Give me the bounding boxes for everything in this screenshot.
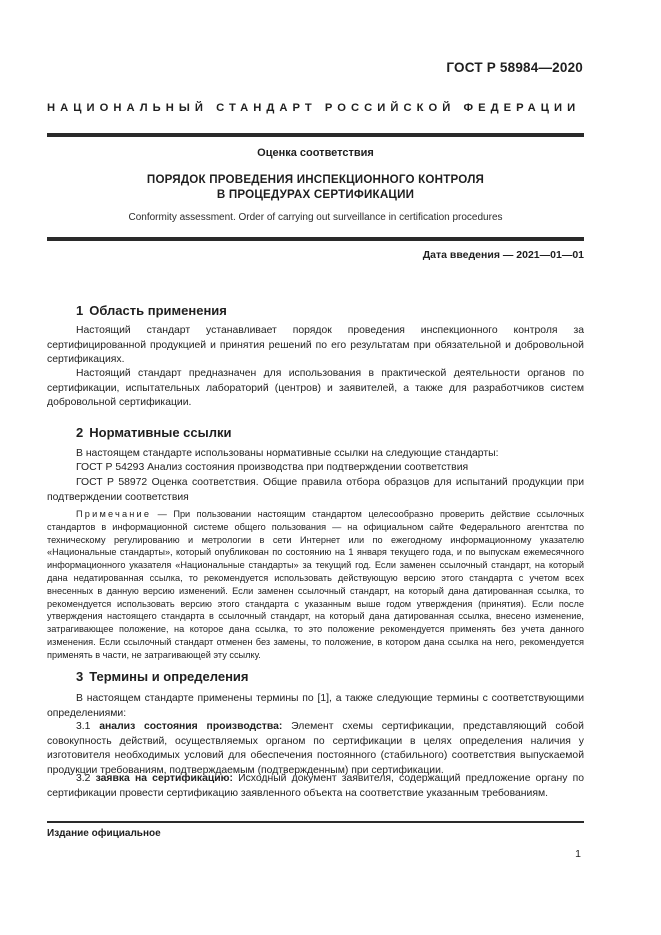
note-text: — При пользовании настоящим стандартом целесообразно проверить действие ссылочных стандартов в информационной системе общего пользования — на официальном сайте Федерального агентства по техническому регулированию и метрологии в сети Интернет или по ежегодному информационному указателю «Национальные стандарты», который опубликован по состоянию на 1 января текущего года, и по выпускам ежемесячного информационного указателя «Национальные стандарты» за текущий год. Если заменен ссылочный стандарт, на который дана недатированная ссылка, то рекомендуется использовать действующую версию этого стандарта с учетом всех внесенных в данную версию изменений. Если заменен ссылочный стандарт, на который дана датированная ссылка, то рекомендуется использовать версию этого стандарта с указанным выше годом утверждения (принятия). Если после утверждения настоящего стандарта в ссылочный стандарт, на который дана датированная ссылка, внесено изменение, затрагивающее положение, на которое дана ссылка, то это положение рекомендуется применять без учета данного изменения. Если ссылочный стандарт отменен без замены, то положение, в котором дана ссылка на него, рекомендуется применять в части, не затрагивающей эту ссылку. — [47, 509, 584, 660]
note-label: Примечание — [76, 509, 152, 519]
section-number: 3 — [76, 669, 84, 684]
section-title: Нормативные ссылки — [89, 425, 232, 440]
document-subtitle: Оценка соответствия — [257, 147, 374, 159]
introduction-date: Дата введения — 2021—01—01 — [422, 249, 584, 261]
section-title: Термины и определения — [89, 669, 249, 684]
section-1-heading — [76, 303, 227, 318]
section-3-paragraph-1: В настоящем стандарте применены термины по [1], а также следующие термины с соответствующими определениями: — [47, 693, 584, 719]
term-3-2 — [47, 772, 584, 801]
footer-divider — [47, 821, 584, 823]
term-definition: Элемент схемы сертификации, представляющий собой совокупность действий, осуществляемых органом по сертификации в целях определения наличия у изготовителя необходимых условий для обеспечения постоянного (стабильного) соответствия выпускаемой продукции требованиям, подтверждаемым (подтвержденным) при сертификации. — [47, 721, 584, 776]
title-line-1: ПОРЯДОК ПРОВЕДЕНИЯ ИНСПЕКЦИОННОГО КОНТРОЛЯ — [146, 173, 485, 186]
reference-2: ГОСТ Р 58972 Оценка соответствия. Общие правила отбора образцов для испытаний продукции при подтверждении соответствия — [47, 477, 584, 503]
note-block — [47, 508, 584, 662]
section-number: 1 — [76, 303, 84, 318]
section-3-heading — [76, 669, 249, 684]
section-title: Область применения — [89, 303, 227, 318]
term-number: 3.2 — [76, 773, 91, 784]
official-edition-label: Издание официальное — [47, 828, 161, 839]
title-divider — [47, 237, 584, 241]
term-name: заявка на сертификацию: — [95, 773, 233, 784]
top-divider — [47, 133, 584, 137]
document-title — [47, 172, 584, 202]
section-1-paragraph-1: Настоящий стандарт устанавливает порядок проведения инспекционного контроля за сертифицированной продукцией и принятия решений по его результатам при обязательной и добровольной сертификациях. — [47, 325, 584, 366]
term-definition: Исходный документ заявителя, содержащий предложение органу по сертификации провести сертификацию заявленного объекта на соответствие указанным требованиям. — [47, 773, 584, 799]
term-3-1 — [47, 720, 584, 778]
national-standard-banner: НАЦИОНАЛЬНЫЙ СТАНДАРТ РОССИЙСКОЙ ФЕДЕРАЦИИ — [47, 102, 581, 114]
section-2-heading — [76, 425, 231, 440]
section-2-paragraph-1: В настоящем стандарте использованы нормативные ссылки на следующие стандарты: — [76, 448, 499, 459]
english-title: Conformity assessment. Order of carrying out surveillance in certification procedures — [128, 212, 503, 223]
term-name: анализ состояния производства: — [99, 721, 283, 732]
page-number: 1 — [575, 848, 581, 860]
title-line-2: В ПРОЦЕДУРАХ СЕРТИФИКАЦИИ — [216, 188, 415, 201]
document-designation: ГОСТ Р 58984—2020 — [446, 60, 583, 75]
reference-1: ГОСТ Р 54293 Анализ состояния производства при подтверждении соответствия — [76, 462, 469, 473]
section-1-paragraph-2: Настоящий стандарт предназначен для использования в практической деятельности органов по сертификации, испытательных лабораторий (центров) и заявителей, а также для разработчиков систем добровольной сертификации. — [47, 368, 584, 409]
term-number: 3.1 — [76, 721, 91, 732]
section-number: 2 — [76, 425, 84, 440]
